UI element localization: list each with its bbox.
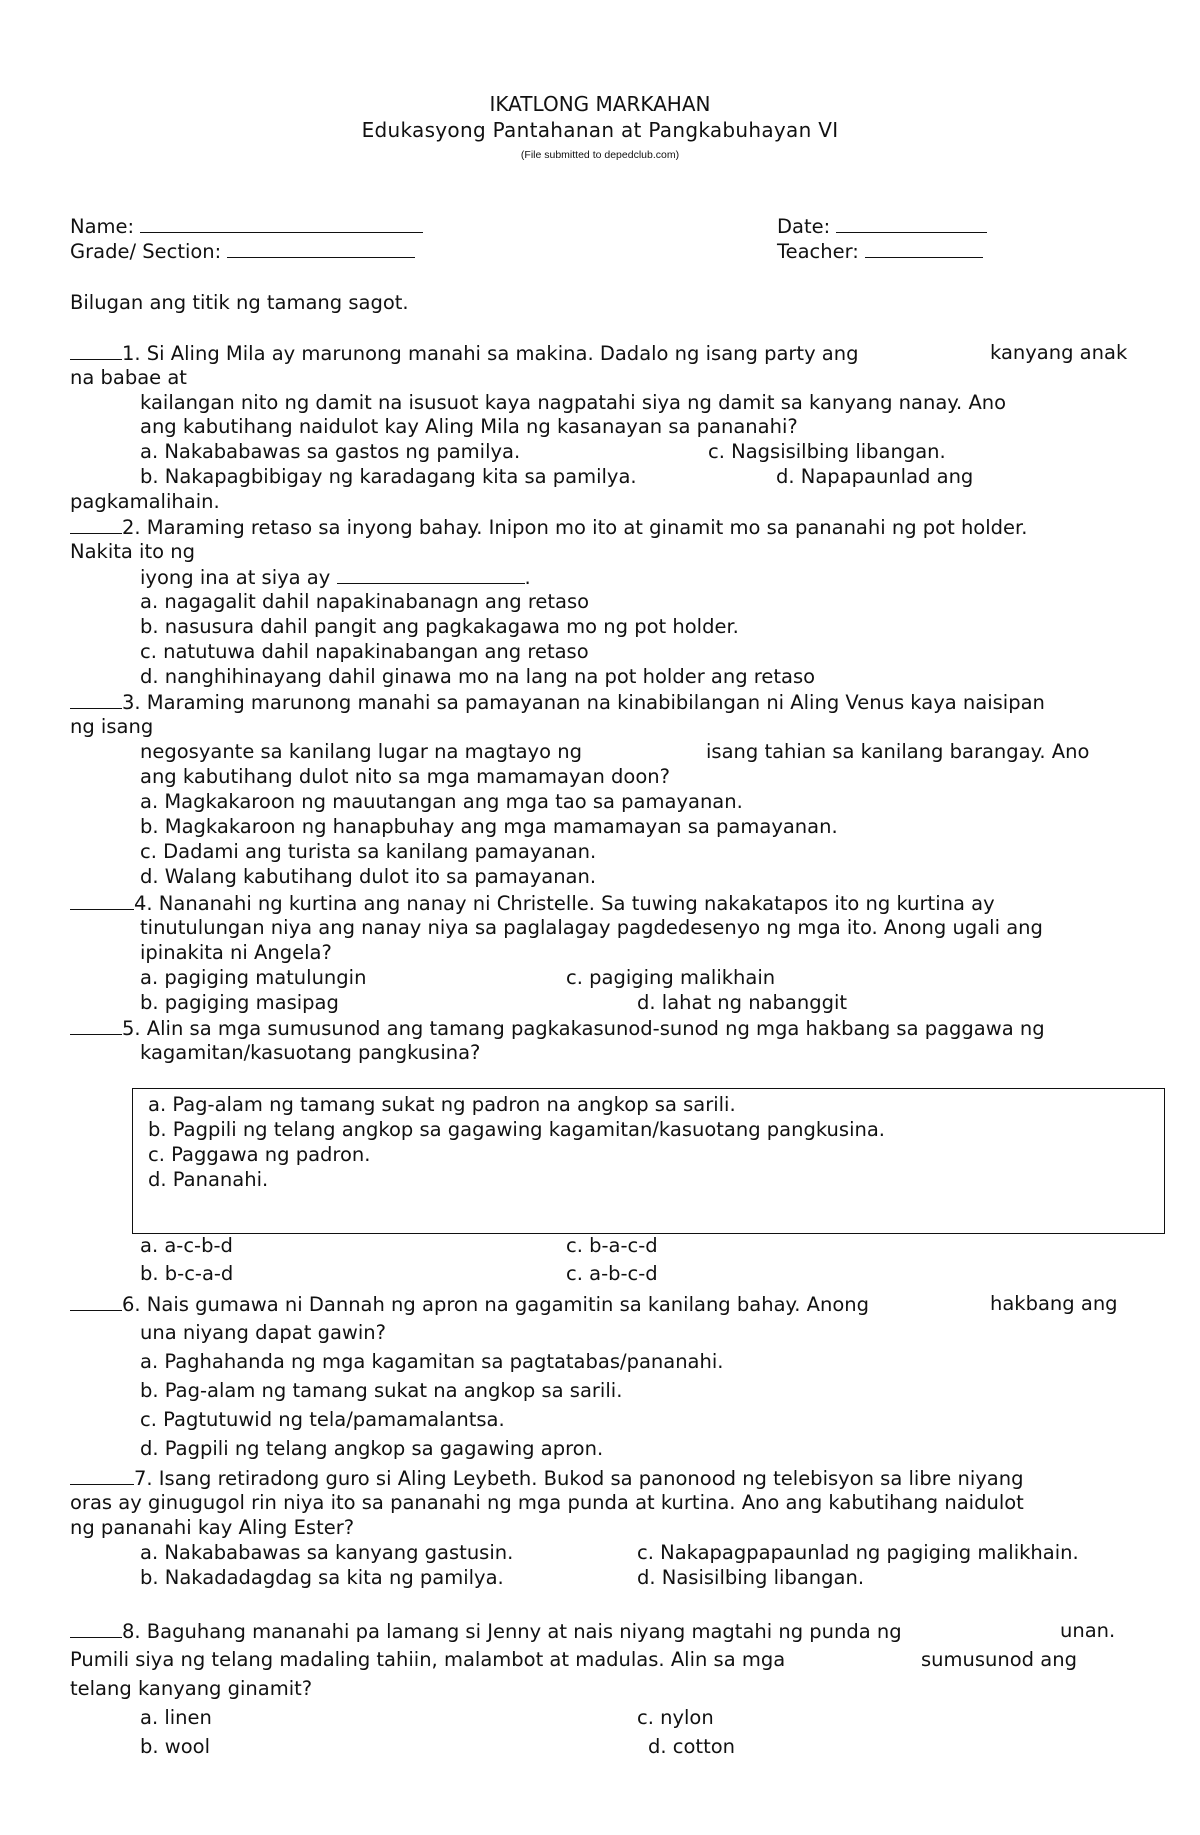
question-3-line2: ng isang bbox=[70, 715, 154, 738]
grade-section-blank[interactable] bbox=[227, 239, 415, 258]
answer-blank-7[interactable] bbox=[70, 1466, 134, 1485]
question-3-line3: negosyante sa kanilang lugar na magtayo ng bbox=[140, 740, 582, 763]
teacher-label: Teacher: bbox=[777, 240, 859, 263]
question-3: 3. Maraming marunong manahi sa pamayanan na kinabibilangan ni Aling Venus kaya naisipan bbox=[70, 690, 1045, 715]
question-7-line2: oras ay ginugugol rin niya ito sa pananahi ng mga punda at kurtina. Ano ang kabutihang naidulot bbox=[70, 1491, 1024, 1514]
question-1-line1-end: kanyang anak bbox=[990, 341, 1128, 364]
q5-choice-b[interactable]: b. b-c-a-d bbox=[140, 1262, 234, 1285]
q8-choice-a[interactable]: a. linen bbox=[140, 1706, 212, 1729]
q1-choice-c[interactable]: c. Nagsisilbing libangan. bbox=[708, 440, 946, 463]
question-8-line1-end: unan. bbox=[1060, 1619, 1116, 1642]
date-blank[interactable] bbox=[836, 214, 987, 233]
q2-choice-a[interactable]: a. nagagalit dahil napakinabanagn ang retaso bbox=[140, 590, 590, 613]
q2-choice-d[interactable]: d. nanghihinayang dahil ginawa mo na lang na pot holder ang retaso bbox=[140, 665, 816, 688]
question-1-line4: ang kabutihang naidulot kay Aling Mila ng kasanayan sa pananahi? bbox=[140, 415, 798, 438]
answer-blank-6[interactable] bbox=[70, 1292, 122, 1311]
grade-section-field[interactable] bbox=[70, 239, 415, 264]
q3-choice-b[interactable]: b. Magkakaroon ng hanapbuhay ang mga mamamayan sa pamayanan. bbox=[140, 815, 838, 838]
q5-choice-c1[interactable]: c. b-a-c-d bbox=[566, 1234, 658, 1257]
answer-blank-3[interactable] bbox=[70, 690, 122, 709]
q6-choice-b[interactable]: b. Pag-alam ng tamang sukat na angkop sa sarili. bbox=[140, 1379, 623, 1402]
q6-choice-a[interactable]: a. Paghahanda ng mga kagamitan sa pagtatabas/pananahi. bbox=[140, 1350, 724, 1373]
question-8-line2: Pumili siya ng telang madaling tahiin, malambot at madulas. Alin sa mga bbox=[70, 1648, 786, 1671]
answer-blank-8[interactable] bbox=[70, 1619, 122, 1638]
answer-blank-1[interactable] bbox=[70, 341, 122, 360]
question-4-line3: ipinakita ni Angela? bbox=[140, 941, 332, 964]
q4-choice-d[interactable]: d. lahat ng nabanggit bbox=[637, 991, 848, 1014]
question-4: 4. Nananahi ng kurtina ang nanay ni Christelle. Sa tuwing nakakatapos ito ng kurtina ay bbox=[70, 891, 995, 916]
q4-choice-c[interactable]: c. pagiging malikhain bbox=[566, 966, 776, 989]
q1-choice-b[interactable]: b. Nakapagbibigay ng karadagang kita sa pamilya. bbox=[140, 465, 637, 488]
question-5-line2: kagamitan/kasuotang pangkusina? bbox=[140, 1041, 481, 1064]
step-item: a. Pag-alam ng tamang sukat ng padron na angkop sa sarili. bbox=[148, 1093, 736, 1116]
question-3-line4: ang kabutihang dulot nito sa mga mamamayan doon? bbox=[140, 765, 670, 788]
date-label: Date: bbox=[777, 215, 831, 238]
q4-choice-b[interactable]: b. pagiging masipag bbox=[140, 991, 339, 1014]
q8-choice-d[interactable]: d. cotton bbox=[648, 1735, 736, 1758]
question-2-line2: Nakita ito ng bbox=[70, 540, 195, 563]
name-label: Name: bbox=[70, 215, 135, 238]
q7-choice-c[interactable]: c. Nakapagpapaunlad ng pagiging malikhain. bbox=[637, 1541, 1079, 1564]
step-item: c. Paggawa ng padron. bbox=[148, 1143, 371, 1166]
grade-section-label: Grade/ Section: bbox=[70, 240, 222, 263]
teacher-blank[interactable] bbox=[865, 239, 983, 258]
q3-choice-c[interactable]: c. Dadami ang turista sa kanilang pamayanan. bbox=[140, 840, 597, 863]
q8-choice-c[interactable]: c. nylon bbox=[637, 1706, 714, 1729]
step-item: d. Pananahi. bbox=[148, 1168, 269, 1191]
q5-choice-a[interactable]: a. a-c-b-d bbox=[140, 1234, 233, 1257]
question-6-line2: una niyang dapat gawin? bbox=[140, 1321, 386, 1344]
document-title: IKATLONG MARKAHAN bbox=[489, 92, 711, 116]
question-2-line3: iyong ina at siya ay . bbox=[140, 566, 531, 589]
q1-choice-d-cont: pagkamalihain. bbox=[70, 490, 220, 513]
q5-choice-c2[interactable]: c. a-b-c-d bbox=[566, 1262, 658, 1285]
q7-choice-b[interactable]: b. Nakadadagdag sa kita ng pamilya. bbox=[140, 1566, 504, 1589]
question-2: 2. Maraming retaso sa inyong bahay. Inipon mo ito at ginamit mo sa pananahi ng pot holder. bbox=[70, 515, 1027, 540]
q7-choice-d[interactable]: d. Nasisilbing libangan. bbox=[637, 1566, 865, 1589]
question-1-line3: kailangan nito ng damit na isusuot kaya nagpatahi siya ng damit sa kanyang nanay. Ano bbox=[140, 391, 1007, 414]
subject-title: Edukasyong Pantahanan at Pangkabuhayan VI bbox=[361, 118, 839, 142]
name-field[interactable] bbox=[70, 214, 423, 239]
question-8-line3: telang kanyang ginamit? bbox=[70, 1677, 313, 1700]
question-8-line2-end: sumusunod ang bbox=[921, 1648, 1077, 1671]
question-3-line3-end: isang tahian sa kanilang barangay. Ano bbox=[706, 740, 1090, 763]
q6-choice-d[interactable]: d. Pagpili ng telang angkop sa gagawing apron. bbox=[140, 1437, 604, 1460]
date-field[interactable] bbox=[777, 214, 987, 239]
answer-blank-5[interactable] bbox=[70, 1016, 122, 1035]
question-6: 6. Nais gumawa ni Dannah ng apron na gagamitin sa kanilang bahay. Anong bbox=[70, 1292, 869, 1317]
teacher-field[interactable] bbox=[777, 239, 983, 264]
q6-choice-c[interactable]: c. Pagtutuwid ng tela/pamamalantsa. bbox=[140, 1408, 505, 1431]
q3-choice-d[interactable]: d. Walang kabutihang dulot ito sa pamayanan. bbox=[140, 865, 597, 888]
question-1: 1. Si Aling Mila ay marunong manahi sa makina. Dadalo ng isang party ang bbox=[70, 341, 859, 366]
question-7: 7. Isang retiradong guro si Aling Leybeth. Bukod sa panonood ng telebisyon sa libre niyang bbox=[70, 1466, 1023, 1491]
name-blank[interactable] bbox=[140, 214, 423, 233]
answer-blank-2[interactable] bbox=[70, 515, 122, 534]
question-7-line3: ng pananahi kay Aling Ester? bbox=[70, 1516, 355, 1539]
answer-blank-4[interactable] bbox=[70, 891, 134, 910]
q2-fill-blank[interactable] bbox=[337, 565, 525, 584]
question-4-line2: tinutulungan niya ang nanay niya sa paglalagay pagdedesenyo ng mga ito. Anong ugali ang bbox=[140, 916, 1043, 939]
question-8: 8. Baguhang mananahi pa lamang si Jenny at nais niyang magtahi ng punda ng bbox=[70, 1619, 902, 1644]
q8-choice-b[interactable]: b. wool bbox=[140, 1735, 211, 1758]
question-5: 5. Alin sa mga sumusunod ang tamang pagkakasunod-sunod ng mga hakbang sa paggawa ng bbox=[70, 1016, 1045, 1041]
question-6-line1-end: hakbang ang bbox=[990, 1292, 1118, 1315]
q3-choice-a[interactable]: a. Magkakaroon ng mauutangan ang mga tao sa pamayanan. bbox=[140, 790, 743, 813]
q7-choice-a[interactable]: a. Nakababawas sa kanyang gastusin. bbox=[140, 1541, 514, 1564]
instructions: Bilugan ang titik ng tamang sagot. bbox=[70, 291, 409, 314]
q2-choice-c[interactable]: c. natutuwa dahil napakinabangan ang retaso bbox=[140, 640, 589, 663]
q1-choice-a[interactable]: a. Nakababawas sa gastos ng pamilya. bbox=[140, 440, 521, 463]
step-item: b. Pagpili ng telang angkop sa gagawing kagamitan/kasuotang pangkusina. bbox=[148, 1118, 885, 1141]
q1-choice-d[interactable]: d. Napapaunlad ang bbox=[776, 465, 974, 488]
source-note: (File submitted to depedclub.com) bbox=[520, 149, 680, 161]
question-1-line2: na babae at bbox=[70, 366, 187, 389]
q4-choice-a[interactable]: a. pagiging matulungin bbox=[140, 966, 367, 989]
q2-choice-b[interactable]: b. nasusura dahil pangit ang pagkakagawa mo ng pot holder. bbox=[140, 615, 739, 638]
